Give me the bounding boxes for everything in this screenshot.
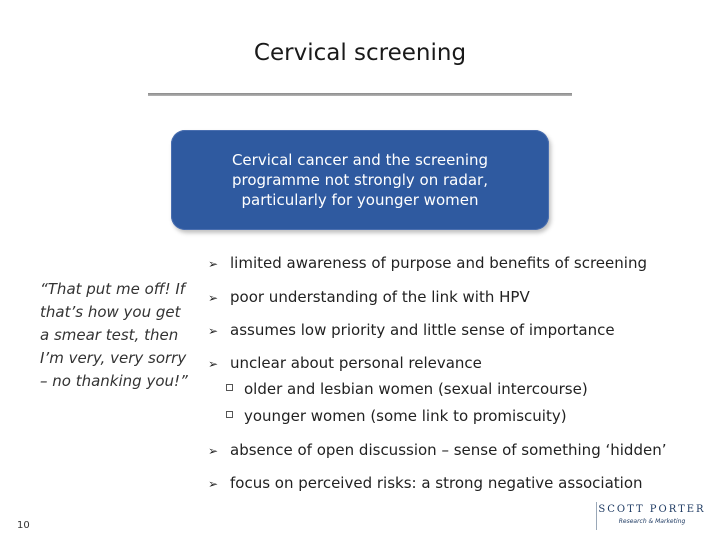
sub-bullet-text: older and lesbian women (sexual intercourse): [244, 380, 588, 398]
bullet-item: [208, 441, 666, 459]
bullet-text: absence of open discussion – sense of something ‘hidden’: [230, 441, 667, 459]
bullet-item: [208, 288, 530, 306]
arrow-bullet-icon: ➢: [208, 357, 219, 371]
page-number: 10: [17, 520, 30, 531]
sub-bullet-text: younger women (some link to promiscuity): [244, 407, 567, 425]
arrow-bullet-icon: ➢: [208, 444, 219, 458]
callout-box: [171, 130, 549, 230]
logo-name: SCOTT PORTER: [598, 504, 706, 515]
bullet-text: focus on perceived risks: a strong negative association: [230, 474, 643, 492]
bullet-text: limited awareness of purpose and benefits of screening: [230, 254, 647, 272]
slide-title: Cervical screening: [253, 40, 467, 66]
title-divider: [148, 93, 572, 96]
square-bullet-icon: [226, 384, 233, 391]
scott-porter-logo: [596, 502, 707, 530]
arrow-bullet-icon: ➢: [208, 257, 219, 271]
bullet-text: assumes low priority and little sense of importance: [230, 321, 615, 339]
bullet-item: [208, 474, 643, 492]
bullet-item: [208, 321, 615, 339]
bullet-text: unclear about personal relevance: [230, 354, 482, 372]
bullet-item: [208, 354, 482, 372]
arrow-bullet-icon: ➢: [208, 477, 219, 491]
participant-quote: “That put me off! If that’s how you get a smear test, then I’m very, very sorry – no thanking you!”: [40, 280, 188, 390]
sub-bullet-item: [226, 380, 588, 398]
arrow-bullet-icon: ➢: [208, 324, 219, 338]
arrow-bullet-icon: ➢: [208, 291, 219, 305]
callout-text: Cervical cancer and the screening programme not strongly on radar, particularly for younger women: [231, 151, 489, 209]
sub-bullet-item: [226, 407, 567, 425]
logo-tagline: Research & Marketing: [618, 518, 686, 525]
bullet-text: poor understanding of the link with HPV: [230, 288, 530, 306]
bullet-item: [208, 254, 647, 272]
square-bullet-icon: [226, 411, 233, 418]
